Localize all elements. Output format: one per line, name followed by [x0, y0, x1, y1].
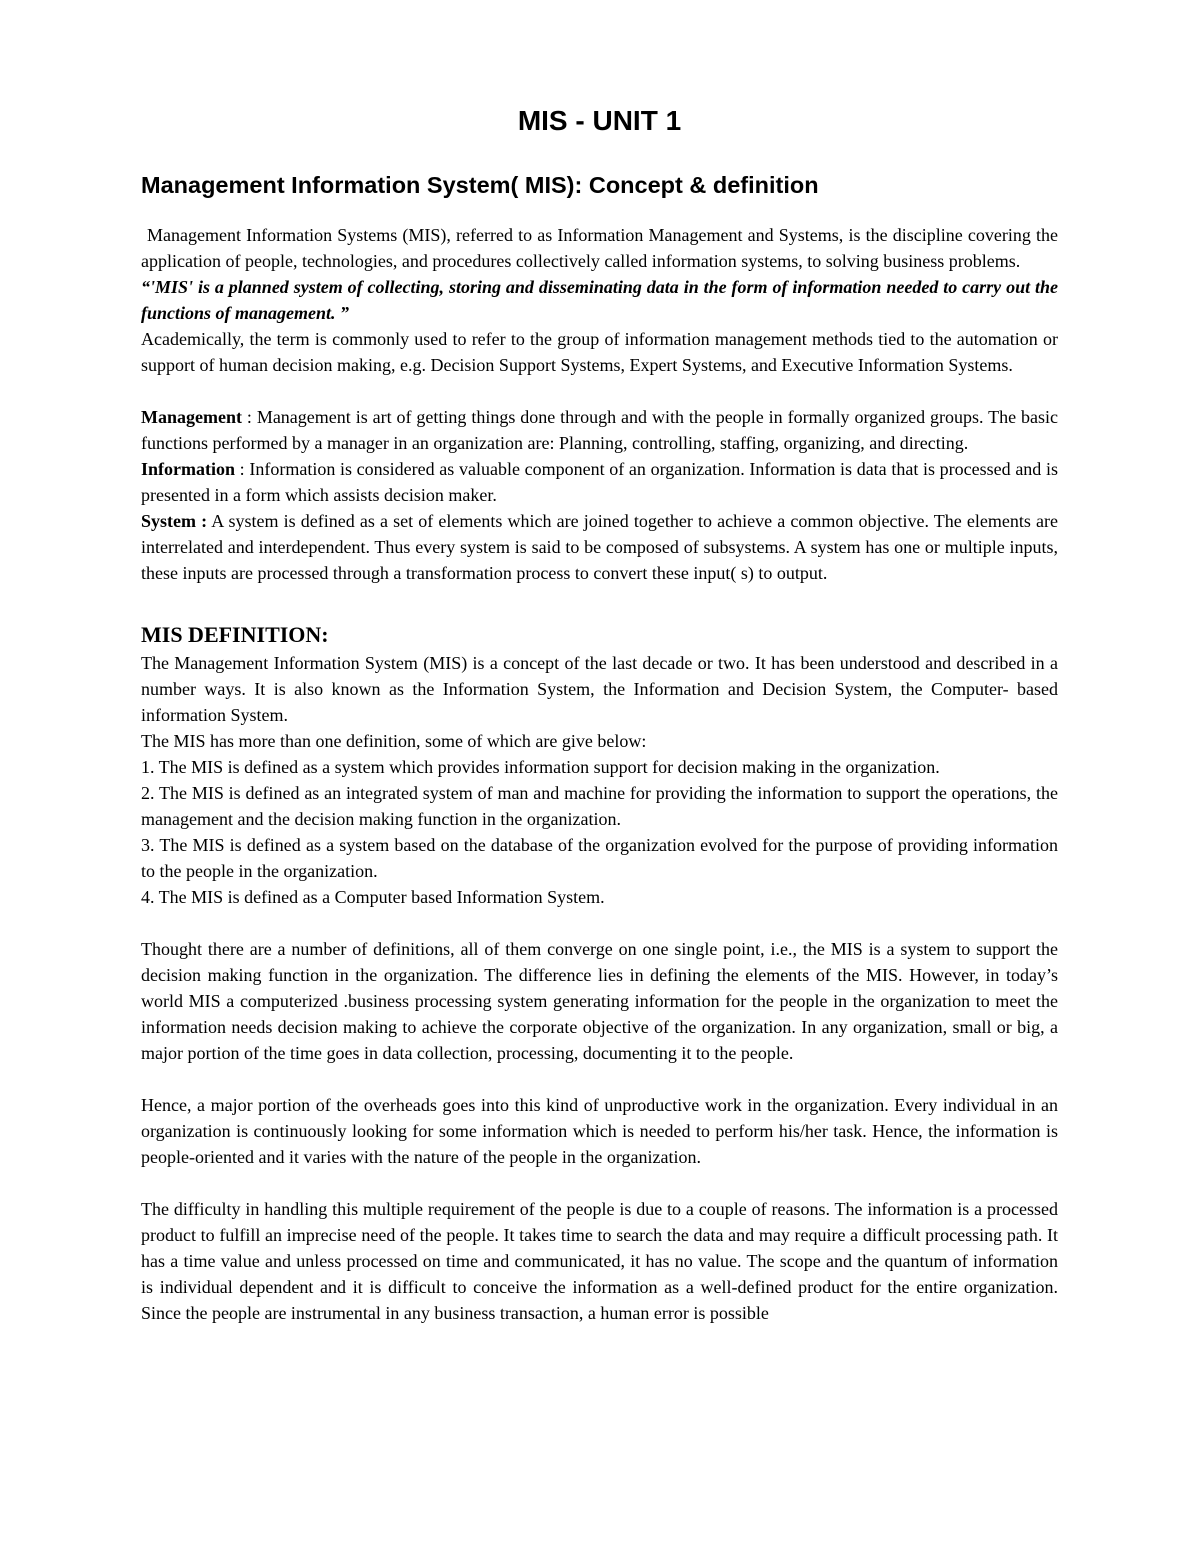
term-management	[141, 404, 1058, 456]
spacer	[141, 378, 1058, 404]
spacer	[141, 586, 1058, 620]
term-label: System :	[141, 511, 208, 531]
mis-definition-lead: The MIS has more than one definition, some of which are give below:	[141, 731, 647, 751]
definition-item: 3. The MIS is defined as a system based on the database of the organization evolved for the purpose of providing information to the people in the organization.	[141, 835, 1058, 881]
term-text: A system is defined as a set of elements which are joined together to achieve a common objective. The elements are interrelated and interdependent. Thus every system is said to be composed of subsystems. A system has one or multiple inputs, these inputs are processed through a transformation process to convert these input( s) to output.	[141, 511, 1058, 583]
spacer	[141, 1066, 1058, 1092]
definition-item: 4. The MIS is defined as a Computer based Information System.	[141, 887, 605, 907]
definition-item: 1. The MIS is defined as a system which provides information support for decision making in the organization.	[141, 757, 940, 777]
academic-paragraph: Academically, the term is commonly used to refer to the group of information management methods tied to the automation or support of human decision making, e.g. Decision Support Systems, Expert Systems, and Executive Information Systems.	[141, 329, 1058, 375]
term-information	[141, 456, 1058, 508]
definition-item: 2. The MIS is defined as an integrated system of man and machine for providing the information to support the operations, the management and the decision making function in the organization.	[141, 783, 1058, 829]
mis-definition-heading: MIS DEFINITION:	[141, 622, 329, 647]
term-system	[141, 508, 1058, 586]
spacer	[141, 1170, 1058, 1196]
section-heading: Management Information System( MIS): Concept & definition	[141, 172, 819, 198]
body-paragraph: The difficulty in handling this multiple requirement of the people is due to a couple of reasons. The information is a processed product to fulfill an imprecise need of the people. It takes time to search the data and may require a difficult processing path. It has a time value and unless processed on time and communicated, it has no value. The scope and the quantum of information is individual dependent and it is difficult to conceive the information as a well-defined product for the entire organization. Since the people are instrumental in any business transaction, a human error is possible	[141, 1199, 1058, 1323]
term-text: Information is considered as valuable component of an organization. Information is data that is processed and is presented in a form which assists decision maker.	[141, 459, 1058, 505]
term-label: Management	[141, 407, 242, 427]
term-label: Information	[141, 459, 235, 479]
document-page	[141, 100, 1058, 1326]
spacer	[141, 910, 1058, 936]
intro-paragraph: Management Information Systems (MIS), referred to as Information Management and Systems, is the discipline covering the application of people, technologies, and procedures collectively called information systems, to solving business problems.	[141, 225, 1058, 271]
document-title: MIS - UNIT 1	[517, 105, 682, 136]
mis-quote: “'MIS' is a planned system of collecting, storing and disseminating data in the form of information needed to carry out the functions of management. ”	[141, 277, 1058, 323]
term-separator: :	[235, 459, 250, 479]
mis-definition-intro: The Management Information System (MIS) is a concept of the last decade or two. It has been understood and described in a number ways. It is also known as the Information System, the Information and Decision System, the Computer- based information System.	[141, 653, 1058, 725]
term-text: Management is art of getting things done through and with the people in formally organized groups. The basic functions performed by a manager in an organization are: Planning, controlling, staffing, organizing, and directing.	[141, 407, 1058, 453]
body-paragraph: Hence, a major portion of the overheads goes into this kind of unproductive work in the organization. Every individual in an organization is continuously looking for some information which is needed to perform his/her task. Hence, the information is people-oriented and it varies with the nature of the people in the organization.	[141, 1095, 1058, 1167]
term-separator: :	[241, 407, 257, 427]
body-paragraph: Thought there are a number of definitions, all of them converge on one single point, i.e., the MIS is a system to support the decision making function in the organization. The difference lies in defining the elements of the MIS. However, in today’s world MIS a computerized .business processing system generating information for the people in the organization to meet the information needs decision making to achieve the corporate objective of the organization. In any organization, small or big, a major portion of the time goes in data collection, processing, documenting it to the people.	[141, 939, 1058, 1063]
